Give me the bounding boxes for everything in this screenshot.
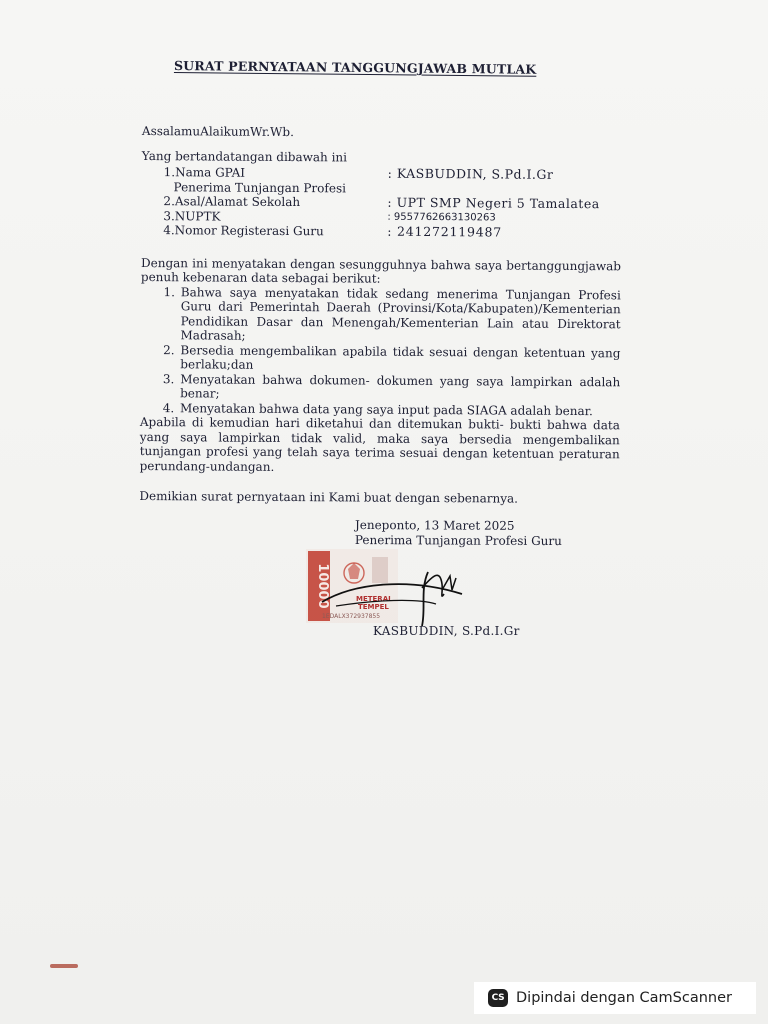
list-item: 4. Menyatakan bahwa data yang saya input pada SIAGA adalah benar. bbox=[178, 401, 620, 419]
camscanner-logo-icon: CS bbox=[488, 989, 508, 1007]
stamp-value: 10000 bbox=[315, 563, 330, 609]
greeting: AssalamuAlaikumWr.Wb. bbox=[141, 124, 294, 140]
camscanner-badge bbox=[474, 982, 756, 1014]
handwritten-signature bbox=[316, 560, 466, 630]
signer-name: KASBUDDIN, S.Pd.I.Gr bbox=[373, 624, 520, 638]
field-value: : 241272119487 bbox=[387, 223, 503, 240]
document-title: SURAT PERNYATAAN TANGGUNGJAWAB MUTLAK bbox=[173, 58, 537, 77]
scan-mark bbox=[50, 964, 78, 968]
stamp-label-top: METERAI bbox=[356, 595, 391, 603]
field-label: 4.Nomor Registerasi Guru bbox=[163, 223, 324, 239]
field-value: : 9557762663130263 bbox=[387, 211, 496, 223]
statement-paragraph: Dengan ini menyatakan dengan sesungguhnya bahwa saya bertanggungjawab penuh kebenaran data sebagai berikut: bbox=[140, 255, 622, 286]
stamp-label-bottom: TEMPEL bbox=[358, 603, 389, 611]
stamp-serial: 1EDALX372937855 bbox=[322, 613, 381, 620]
field-label: 3.NUPTK bbox=[163, 208, 221, 224]
field-registration bbox=[141, 223, 621, 241]
list-item: 3. Menyatakan bahwa dokumen- dokumen yang saya lampirkan adalah benar; bbox=[178, 372, 620, 404]
field-label: Penerima Tunjangan Profesi bbox=[173, 179, 347, 195]
statement-points bbox=[140, 284, 621, 418]
signer-role: Penerima Tunjangan Profesi Guru bbox=[354, 532, 562, 548]
intro-line: Yang bertandatangan dibawah ini bbox=[141, 148, 348, 164]
signature-block bbox=[355, 518, 615, 548]
closing-sentence: Demikian surat pernyataan ini Kami buat dengan sebenarnya. bbox=[139, 488, 519, 506]
closing-paragraph: Apabila di kemudian hari diketahui dan ditemukan bukti- bukti bahwa data yang saya lampirkan tidak valid, maka saya bersedia mengembalikan tunjangan profesi yang telah saya terima sesuai dengan ketentuan peraturan perundang-undangan. bbox=[139, 414, 620, 474]
field-label: 1.Nama GPAI bbox=[163, 165, 246, 180]
list-item: 2. Bersedia mengembalikan apabila tidak sesuai dengan ketentuan yang berlaku;dan bbox=[178, 343, 620, 375]
field-value: : UPT SMP Negeri 5 Tamalatea bbox=[387, 194, 600, 212]
field-value: : KASBUDDIN, S.Pd.I.Gr bbox=[387, 165, 554, 182]
field-label: 2.Asal/Alamat Sekolah bbox=[163, 194, 301, 210]
place-date: Jeneponto, 13 Maret 2025 bbox=[354, 518, 515, 533]
document-body bbox=[139, 124, 622, 507]
list-item: 1. Bahwa saya menyatakan tidak sedang menerima Tunjangan Profesi Guru dari Pemerintah Daerah (Provinsi/Kota/Kabupaten)/Kementerian Pendidikan Dasar dan Menengah/Kementerian Lain atau Direktorat Madrasah; bbox=[178, 285, 620, 346]
identity-fields bbox=[141, 165, 621, 241]
camscanner-text: Dipindai dengan CamScanner bbox=[516, 990, 733, 1006]
